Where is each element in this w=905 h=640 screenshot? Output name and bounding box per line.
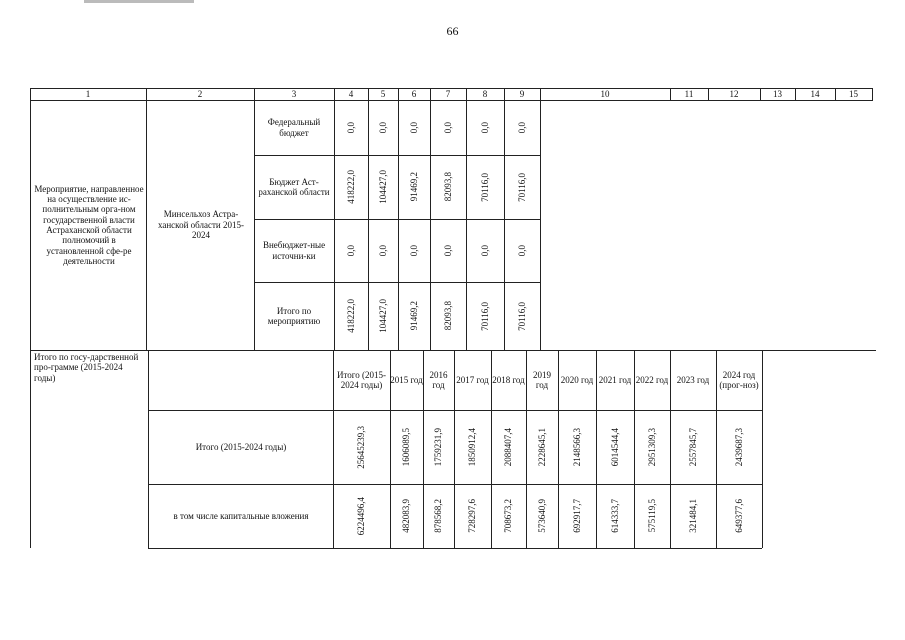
header-col-14: 14 (810, 88, 820, 99)
measure-value: 0,0 (479, 121, 490, 134)
measure-value: 418222,0 (345, 299, 356, 333)
measure-value: 104427,0 (377, 170, 388, 204)
measure-rule (540, 100, 541, 350)
measure-row-label: Итого по мероприятию (267, 305, 321, 326)
program-col-header: 2022 год (635, 374, 669, 385)
program-col-header: 2024 год (прог-ноз) (719, 369, 759, 390)
program-value: 2951309,3 (646, 427, 657, 467)
program-value: 2439687,3 (733, 427, 744, 467)
measure-value: 0,0 (377, 244, 388, 257)
program-row-label: Итого (2015-2024 годы) (195, 441, 287, 452)
measure-rule (146, 100, 147, 350)
program-col-header: Итого (2015-2024 годы) (336, 369, 387, 390)
measure-value: 82093,8 (442, 301, 453, 331)
program-rule-bottom (148, 548, 762, 549)
measure-value: 0,0 (516, 244, 527, 257)
measure-value: 70116,0 (516, 172, 527, 202)
program-value: 649377,6 (733, 499, 744, 533)
measure-rule (254, 100, 255, 350)
header-col-15: 15 (849, 88, 858, 99)
program-value: 2228645,1 (536, 427, 547, 467)
program-value: 321484,1 (687, 499, 698, 533)
program-value: 6014544,4 (609, 427, 620, 467)
measure-value: 0,0 (408, 244, 419, 257)
program-col-header: 2018 год (492, 374, 525, 385)
program-rule (30, 350, 31, 548)
header-col-4: 4 (348, 88, 354, 99)
measure-value: 0,0 (345, 244, 356, 257)
measure-title: Мероприятие, направленное на осуществление ис-полнительным орга-ном государственной власти Астраханской области полномочий в установленной сфе-ре деятельности (34, 183, 144, 267)
program-col-header: 2015 год (390, 374, 423, 385)
program-value: 573640,9 (536, 499, 547, 533)
header-col-10: 10 (600, 88, 610, 99)
program-value: 728297,6 (467, 499, 478, 533)
header-col-2: 2 (197, 88, 203, 99)
program-rule (148, 350, 149, 548)
program-value: 6224496,4 (356, 496, 367, 536)
program-col-header: 2023 год (676, 374, 710, 385)
measure-value: 70116,0 (479, 301, 490, 331)
program-value: 575119,5 (646, 499, 657, 533)
measure-value: 0,0 (408, 121, 419, 134)
measure-value: 0,0 (479, 244, 490, 257)
measure-value: 0,0 (377, 121, 388, 134)
measure-value: 0,0 (516, 121, 527, 134)
program-col-header: 2017 год (456, 374, 489, 385)
measure-value: 0,0 (442, 121, 453, 134)
program-rule (762, 350, 763, 548)
program-value: 25645239,3 (356, 425, 367, 469)
program-value: 708673,2 (503, 499, 514, 533)
program-value: 482083,9 (401, 499, 412, 533)
measure-row-label: Федеральный бюджет (267, 117, 321, 138)
measure-value: 0,0 (345, 121, 356, 134)
program-value: 614333,7 (609, 499, 620, 533)
measure-value: 82093,8 (442, 172, 453, 202)
measure-value: 418222,0 (345, 170, 356, 204)
header-col-6: 6 (411, 88, 417, 99)
measure-row-label: Бюджет Аст-раханской области (258, 176, 330, 197)
program-col-header: 2016 год (429, 369, 448, 390)
program-col-header: 2021 год (598, 374, 632, 385)
program-col-header: 2019 год (533, 369, 551, 390)
program-title: Итого по госу-дарственной про-грамме (2015-2024 годы) (34, 352, 139, 383)
program-value: 692917,7 (571, 499, 582, 533)
measure-row-label: Внебюджет-ные источни-ки (262, 240, 326, 261)
program-value: 2148566,3 (571, 427, 582, 467)
header-col-8: 8 (482, 88, 488, 99)
header-col-13: 13 (773, 88, 782, 99)
page-number: 66 (446, 24, 459, 38)
scan-artifact (84, 0, 194, 3)
measure-value: 0,0 (442, 244, 453, 257)
measure-value: 91469,2 (408, 172, 419, 202)
program-value: 1606089,5 (401, 427, 412, 467)
program-value: 1759231,9 (433, 427, 444, 467)
program-value: 2557845,7 (687, 427, 698, 467)
header-col-9: 9 (519, 88, 525, 99)
header-col-rule (872, 88, 873, 101)
measure-value: 104427,0 (377, 299, 388, 333)
program-value: 2088407,4 (503, 427, 514, 467)
program-value: 878568,2 (433, 499, 444, 533)
header-col-12: 12 (729, 88, 739, 99)
measure-value: 70116,0 (516, 301, 527, 331)
header-col-7: 7 (445, 88, 451, 99)
measure-value: 70116,0 (479, 172, 490, 202)
header-col-1: 1 (85, 88, 91, 99)
measure-value: 91469,2 (408, 301, 419, 331)
header-col-3: 3 (291, 88, 297, 99)
program-col-header: 2020 год (560, 374, 594, 385)
measure-rule (30, 100, 31, 350)
header-col-5: 5 (380, 88, 386, 99)
header-col-11: 11 (684, 88, 694, 99)
program-value: 1850912,4 (467, 427, 478, 467)
program-row-label: в том числе капитальные вложения (173, 510, 309, 521)
measure-executor: Минсельхоз Астра-ханской области 2015-2024 (157, 209, 244, 241)
